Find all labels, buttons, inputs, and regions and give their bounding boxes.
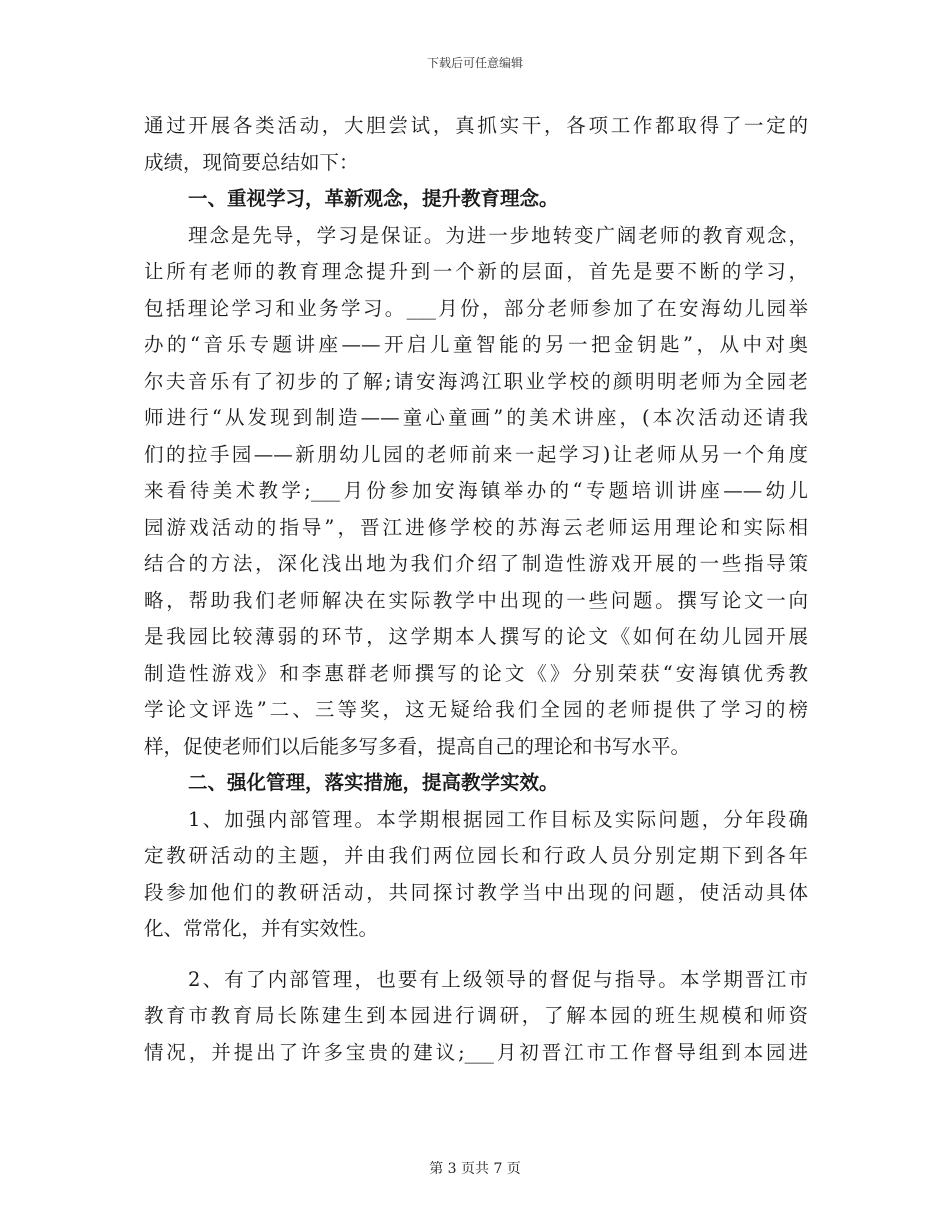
text-line: 通过开展各类活动，大胆尝试，真抓实干，各项工作都取得了一定的 — [144, 114, 808, 137]
text-line: 是我园比较薄弱的环节，这学期本人撰写的论文《如何在幼儿园开展 — [144, 625, 808, 648]
text-line: 教育市教育局长陈建生到本园进行调研，了解本园的班生规模和师资 — [144, 1004, 808, 1027]
text-line: 2、有了内部管理，也要有上级领导的督促与指导。本学期晋江市 — [188, 967, 808, 991]
section-heading-1: 一、重视学习，革新观念，提升教育理念。 — [188, 187, 559, 210]
section-heading-2: 二、强化管理，落实措施，提高教学实效。 — [188, 771, 559, 794]
text-line: 们的拉手园——新朋幼儿园的老师前来一起学习)让老师从另一个角度 — [144, 442, 808, 466]
text-line: 师进行“从发现到制造——童心童画”的美术讲座，(本次活动还请我 — [144, 406, 808, 429]
text-line: 定教研活动的主题，并由我们两位园长和行政人员分别定期下到各年 — [144, 844, 808, 867]
page-footer: 第 3 页共 7 页 — [429, 1161, 521, 1177]
text-line: 结合的方法，深化浅出地为我们介绍了制造性游戏开展的一些指导策 — [144, 552, 808, 575]
paragraph-internal-management — [144, 802, 808, 948]
text-line: 尔夫音乐有了初步的了解;请安海鸿江职业学校的颜明明老师为全园老 — [144, 369, 808, 393]
text-line: 化、常常化，并有实效性。 — [144, 917, 379, 940]
text-line: 学论文评选”二、三等奖，这无疑给我们全园的老师提供了学习的榜 — [144, 698, 808, 721]
paragraph-supervision — [144, 962, 808, 1072]
paragraph-gap — [144, 948, 808, 962]
text-line: 段参加他们的教研活动，共同探讨教学当中出现的问题，使活动具体 — [144, 880, 808, 904]
paragraph-intro — [144, 108, 808, 181]
text-line: 制造性游戏》和李惠群老师撰写的论文《》分别荣获“安海镇优秀教 — [144, 661, 808, 685]
text-line: 园游戏活动的指导”，晋江进修学校的苏海云老师运用理论和实际相 — [144, 515, 808, 539]
text-line: 包括理论学习和业务学习。___月份，部分老师参加了在安海幼儿园举 — [144, 296, 808, 320]
paragraph-learning — [144, 218, 808, 766]
text-line: 1、加强内部管理。本学期根据园工作目标及实际问题，分年段确 — [188, 807, 808, 831]
page-header: 下载后可任意编辑 — [426, 56, 523, 70]
text-line: 略，帮助我们老师解决在实际教学中出现的一些问题。撰写论文一向 — [144, 588, 808, 612]
text-line: 成绩，现简要总结如下： — [144, 150, 359, 174]
text-line: 来看待美术教学;___月份参加安海镇举办的“专题培训讲座——幼儿 — [144, 479, 808, 502]
text-line: 理念是先导，学习是保证。为进一步地转变广阔老师的教育观念， — [188, 223, 808, 247]
text-line: 样，促使老师们以后能多写多看，提高自己的理论和书写水平。 — [144, 734, 691, 758]
text-line: 办的“音乐专题讲座——开启儿童智能的另一把金钥匙”，从中对奥 — [144, 333, 808, 356]
text-line: 让所有老师的教育理念提升到一个新的层面，首先是要不断的学习， — [144, 260, 808, 283]
document-body — [144, 108, 808, 1071]
text-line: 情况，并提出了许多宝贵的建议;___月初晋江市工作督导组到本园进 — [144, 1040, 808, 1064]
